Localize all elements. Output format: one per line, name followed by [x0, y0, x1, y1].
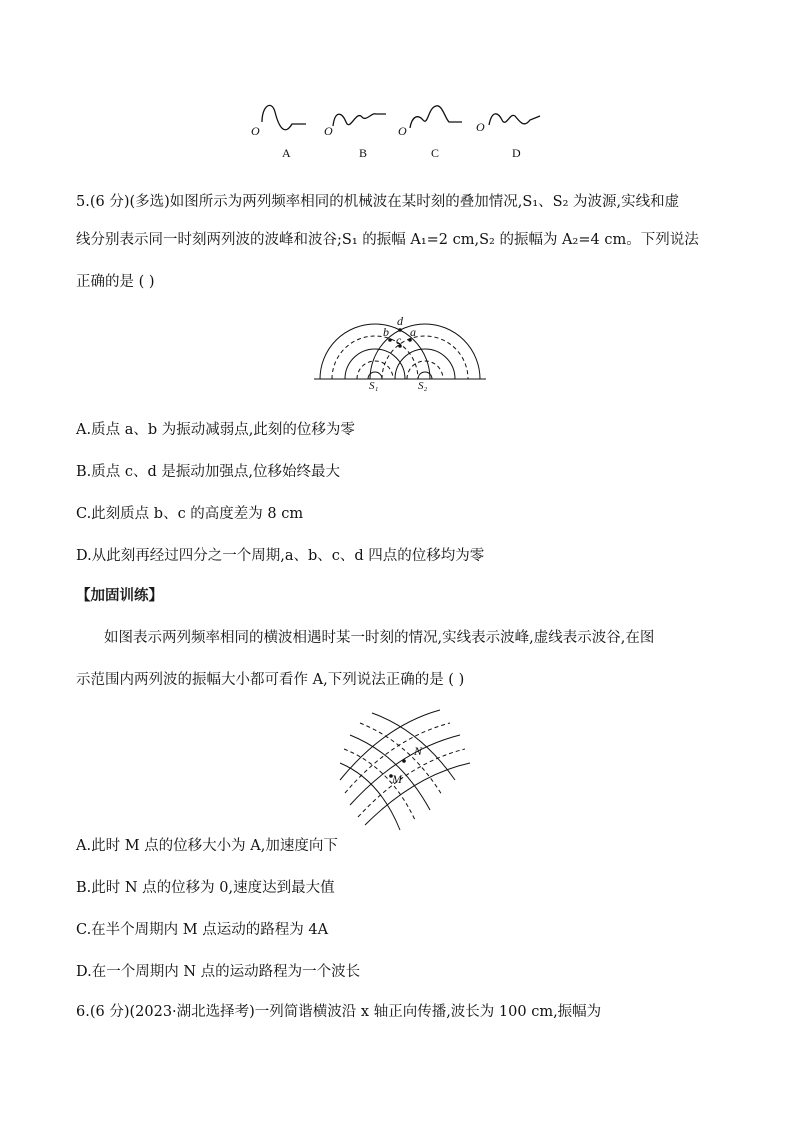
reinforce-option-a: A.此时 M 点的位移大小为 A,加速度向下	[76, 838, 338, 854]
q5-stem-line3: 正确的是 ( )	[76, 274, 155, 290]
point-label-c: c	[396, 333, 402, 347]
point-label-m: M	[392, 772, 402, 786]
q5-option-d: D.从此刻再经过四分之一个周期,a、b、c、d 四点的位移均为零	[76, 548, 485, 564]
reinforce-stem-line2: 示范围内两列波的振幅大小都可看作 A,下列说法正确的是 ( )	[76, 672, 465, 688]
reinforce-title: 【加固训练】	[76, 587, 163, 604]
reinforce-option-b: B.此时 N 点的位移为 0,速度达到最大值	[76, 880, 335, 896]
q5-stem-line2: 线分别表示同一时刻两列波的波峰和波谷;S₁ 的振幅 A₁=2 cm,S₂ 的振幅为 A₂=4 cm。下列说法	[76, 232, 699, 248]
point-label-b: b	[383, 325, 389, 339]
source-label-s2: S₂	[418, 380, 428, 392]
source-label-s1: S₁	[369, 380, 379, 392]
origin-label-b: O	[324, 124, 333, 138]
crossing-waves-figure	[0, 705, 794, 835]
option-label-a: A	[282, 146, 291, 160]
point-label-d: d	[397, 314, 403, 328]
reinforce-option-c: C.在半个周期内 M 点运动的路程为 4A	[76, 922, 329, 938]
reinforce-option-d: D.在一个周期内 N 点的运动路程为一个波长	[76, 964, 361, 980]
waveform-b	[333, 114, 386, 126]
q5-option-c: C.此刻质点 b、c 的高度差为 8 cm	[76, 506, 304, 522]
q5-option-b: B.质点 c、d 是振动加强点,位移始终最大	[76, 464, 340, 480]
point-label-n: N	[414, 744, 423, 758]
reinforce-stem-line1: 如图表示两列频率相同的横波相遇时某一时刻的情况,实线表示波峰,虚线表示波谷,在图	[104, 630, 655, 646]
option-label-d: D	[512, 146, 521, 160]
waveform-c	[410, 106, 462, 128]
waveform-d	[489, 114, 540, 125]
origin-label-a: O	[251, 124, 260, 138]
waveform-a	[262, 105, 306, 129]
waveform-options-figure	[0, 0, 794, 170]
option-label-c: C	[431, 146, 440, 160]
point-label-a: a	[410, 325, 416, 339]
q5-option-a: A.质点 a、b 为振动减弱点,此刻的位移为零	[76, 422, 355, 438]
q6-stem-line1: 6.(6 分)(2023·湖北选择考)一列简谐横波沿 x 轴正向传播,波长为 100 cm,振幅为	[76, 1004, 602, 1020]
origin-label-d: O	[476, 120, 485, 134]
origin-label-c: O	[398, 124, 407, 138]
option-label-b: B	[359, 146, 368, 160]
q5-stem-line1: 5.(6 分)(多选)如图所示为两列频率相同的机械波在某时刻的叠加情况,S₁、S₂ 为波源,实线和虚	[76, 194, 680, 210]
